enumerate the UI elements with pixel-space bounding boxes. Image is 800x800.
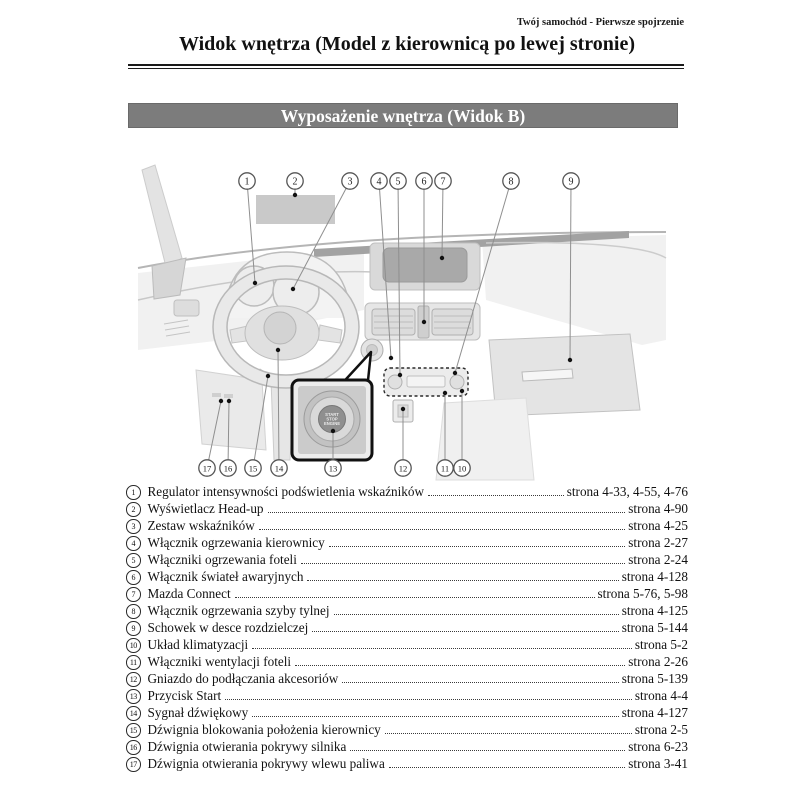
item-number-badge xyxy=(126,740,141,755)
item-page: strona 4-25 xyxy=(628,518,688,533)
item-label: Dźwignia otwierania pokrywy wlewu paliwa xyxy=(147,756,385,771)
target-dot xyxy=(453,371,457,375)
callout-number: 10 xyxy=(457,463,467,474)
item-number: 3 xyxy=(131,521,135,531)
item-page: strona 4-33, 4-55, 4-76 xyxy=(566,484,688,499)
dotted-leader xyxy=(252,648,632,649)
item-page: strona 4-90 xyxy=(628,501,688,516)
callout-number: 11 xyxy=(440,463,450,474)
list-item xyxy=(126,739,688,756)
item-label: Sygnał dźwiękowy xyxy=(147,705,249,720)
target-dot xyxy=(227,399,231,403)
item-number-badge xyxy=(126,655,141,670)
callout-number: 16 xyxy=(223,463,233,474)
target-dot xyxy=(422,320,426,324)
item-number: 10 xyxy=(129,640,137,650)
list-item xyxy=(126,603,688,620)
dotted-leader xyxy=(307,580,618,581)
item-label: Układ klimatyzacji xyxy=(147,637,249,652)
item-label: Wyświetlacz Head-up xyxy=(147,501,264,516)
item-number-badge xyxy=(126,485,141,500)
item-number: 1 xyxy=(131,487,135,497)
item-page: strona 5-2 xyxy=(634,637,688,652)
item-page: strona 4-128 xyxy=(621,569,688,584)
dotted-leader xyxy=(301,563,625,564)
item-number: 4 xyxy=(131,538,135,548)
list-item xyxy=(126,705,688,722)
item-number: 16 xyxy=(129,742,137,752)
target-dot xyxy=(568,358,572,362)
target-dot xyxy=(440,256,444,260)
target-dot xyxy=(293,193,297,197)
item-page: strona 5-139 xyxy=(621,671,688,686)
item-page: strona 4-4 xyxy=(634,688,688,703)
callout-number: 6 xyxy=(421,176,427,188)
callout-number: 7 xyxy=(440,176,446,188)
dotted-leader xyxy=(225,699,632,700)
list-item xyxy=(126,671,688,688)
item-page: strona 6-23 xyxy=(628,739,688,754)
item-page: strona 4-127 xyxy=(621,705,688,720)
item-page: strona 3-41 xyxy=(628,756,688,771)
item-number-badge xyxy=(126,757,141,772)
list-item xyxy=(126,637,688,654)
item-number-badge xyxy=(126,706,141,721)
list-item xyxy=(126,688,688,705)
item-number-badge xyxy=(126,519,141,534)
item-number: 5 xyxy=(131,555,135,565)
callout-number: 8 xyxy=(508,176,514,188)
dotted-leader xyxy=(295,665,625,666)
target-dot xyxy=(331,429,335,433)
item-number: 6 xyxy=(131,572,135,582)
target-dot xyxy=(219,399,223,403)
item-number-badge xyxy=(126,536,141,551)
list-item xyxy=(126,518,688,535)
item-label: Przycisk Start xyxy=(147,688,222,703)
callout-number: 13 xyxy=(328,463,338,474)
list-item xyxy=(126,569,688,586)
target-dot xyxy=(460,389,464,393)
target-dot xyxy=(253,281,257,285)
item-number: 9 xyxy=(131,623,135,633)
dotted-leader xyxy=(342,682,618,683)
dotted-leader xyxy=(312,631,618,632)
item-number-badge xyxy=(126,723,141,738)
list-item xyxy=(126,484,688,501)
list-item xyxy=(126,620,688,637)
callout-number: 15 xyxy=(248,463,258,474)
start-button-label-3: ENGINE xyxy=(323,421,341,427)
breadcrumb: Twój samochód - Pierwsze spojrzenie xyxy=(516,17,684,28)
item-label: Zestaw wskaźników xyxy=(147,518,255,533)
item-label: Włącznik ogrzewania kierownicy xyxy=(147,535,325,550)
item-page: strona 2-27 xyxy=(628,535,688,550)
callout-2 xyxy=(287,173,303,197)
dotted-leader xyxy=(334,614,619,615)
item-number: 7 xyxy=(131,589,135,599)
item-number-badge xyxy=(126,587,141,602)
item-number-badge xyxy=(126,502,141,517)
section-banner: Wyposażenie wnętrza (Widok B) xyxy=(128,103,678,128)
item-label: Włączniki ogrzewania foteli xyxy=(147,552,297,567)
list-item xyxy=(126,654,688,671)
target-dot xyxy=(389,356,393,360)
start-button-label-1: START xyxy=(325,412,339,417)
item-number: 17 xyxy=(129,759,137,769)
item-label: Włącznik świateł awaryjnych xyxy=(147,569,304,584)
item-number: 8 xyxy=(131,606,135,616)
item-number-badge xyxy=(126,621,141,636)
item-number-badge xyxy=(126,672,141,687)
head-up-display-area xyxy=(256,195,335,224)
target-dot xyxy=(401,407,405,411)
dotted-leader xyxy=(385,733,632,734)
callout-number: 2 xyxy=(292,176,298,188)
item-number: 14 xyxy=(129,708,137,718)
start-button-label-2: STOP xyxy=(326,416,338,422)
item-label: Mazda Connect xyxy=(147,586,231,601)
item-number-badge xyxy=(126,604,141,619)
dotted-leader xyxy=(389,767,625,768)
title-rule xyxy=(128,64,684,69)
item-number-badge xyxy=(126,638,141,653)
callout-number: 14 xyxy=(274,463,284,474)
item-label: Schowek w desce rozdzielczej xyxy=(147,620,309,635)
item-label: Włącznik ogrzewania szyby tylnej xyxy=(147,603,330,618)
item-number: 13 xyxy=(129,691,137,701)
item-number-badge xyxy=(126,689,141,704)
list-item xyxy=(126,535,688,552)
item-page: strona 5-76, 5-98 xyxy=(597,586,688,601)
callout-number: 17 xyxy=(202,463,212,474)
callout-number: 5 xyxy=(395,176,401,188)
item-label: Regulator intensywności podświetlenia wskaźników xyxy=(147,484,425,499)
dotted-leader xyxy=(252,716,618,717)
item-page: strona 2-5 xyxy=(634,722,688,737)
item-page: strona 2-24 xyxy=(628,552,688,567)
list-item xyxy=(126,586,688,603)
item-label: Dźwignia otwierania pokrywy silnika xyxy=(147,739,347,754)
callout-number: 12 xyxy=(398,463,408,474)
target-dot xyxy=(443,391,447,395)
callout-number: 4 xyxy=(376,176,382,188)
item-label: Włączniki wentylacji foteli xyxy=(147,654,292,669)
callout-number: 9 xyxy=(568,176,574,188)
list-item xyxy=(126,501,688,518)
feature-list xyxy=(126,484,688,773)
list-item xyxy=(126,756,688,773)
list-item xyxy=(126,552,688,569)
item-label: Dźwignia blokowania położenia kierownicy xyxy=(147,722,381,737)
item-number: 11 xyxy=(129,657,137,667)
leader-line xyxy=(570,181,571,360)
target-dot xyxy=(266,374,270,378)
item-number: 2 xyxy=(131,504,135,514)
dotted-leader xyxy=(268,512,626,513)
item-page: strona 5-144 xyxy=(621,620,688,635)
callout-number: 3 xyxy=(347,176,353,188)
center-display xyxy=(370,243,480,290)
item-number: 12 xyxy=(129,674,137,684)
item-label: Gniazdo do podłączania akcesoriów xyxy=(147,671,339,686)
item-number: 15 xyxy=(129,725,137,735)
callout-number: 1 xyxy=(244,176,250,188)
item-page: strona 2-26 xyxy=(628,654,688,669)
item-number-badge xyxy=(126,570,141,585)
item-page: strona 4-125 xyxy=(621,603,688,618)
dotted-leader xyxy=(329,546,626,547)
dashboard-diagram xyxy=(124,148,680,482)
dotted-leader xyxy=(428,495,564,496)
target-dot xyxy=(291,287,295,291)
page-title: Widok wnętrza (Model z kierownicą po lewej stronie) xyxy=(178,33,636,55)
item-number-badge xyxy=(126,553,141,568)
target-dot xyxy=(276,348,280,352)
target-dot xyxy=(398,373,402,377)
dotted-leader xyxy=(350,750,625,751)
list-item xyxy=(126,722,688,739)
dotted-leader xyxy=(235,597,595,598)
dotted-leader xyxy=(259,529,625,530)
